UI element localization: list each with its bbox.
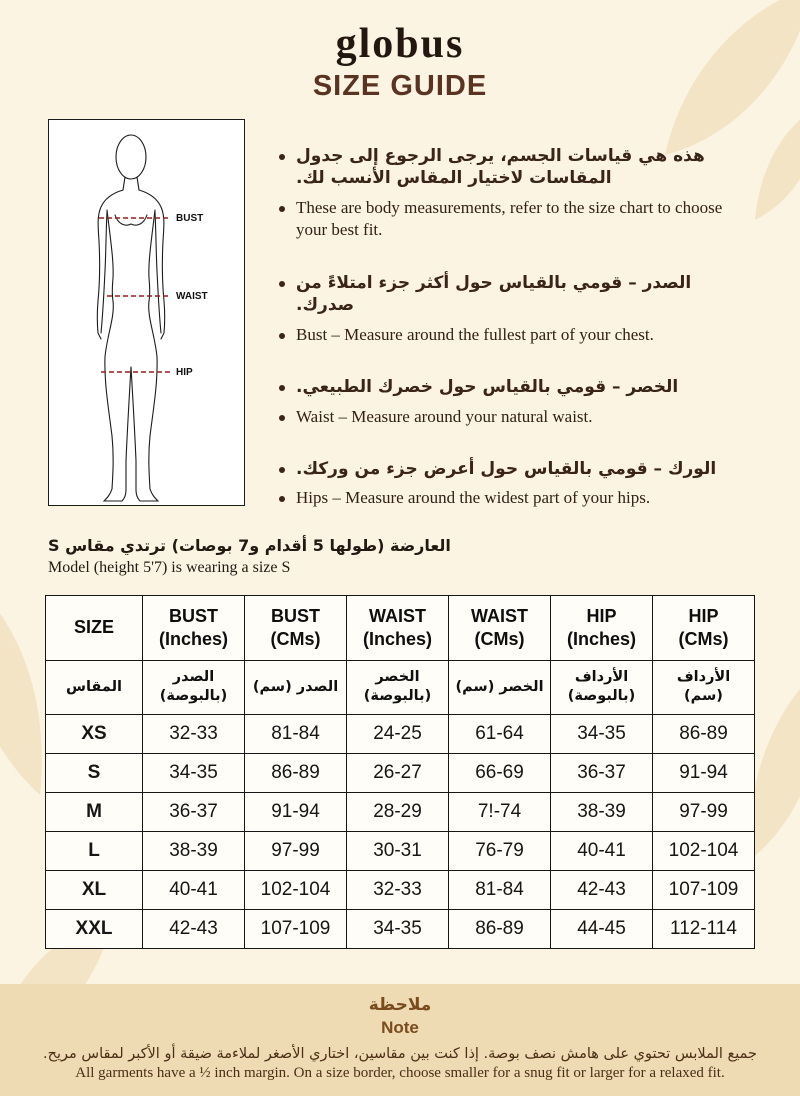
instruction-list (279, 119, 752, 510)
measurement-section (0, 119, 800, 510)
instruction-text-ar: الخصر – قومي بالقياس حول خصرك الطبيعي. (296, 377, 679, 398)
header-line: BUST (169, 605, 218, 626)
model-note (0, 536, 800, 577)
hip-inches-value: 42-43 (551, 871, 653, 910)
hip-label: HIP (176, 367, 193, 378)
column-header-hip-cms (653, 595, 755, 660)
bust-inches-value: 32-33 (143, 715, 245, 754)
bust-inches-value: 38-39 (143, 832, 245, 871)
model-note-en: Model (height 5'7) is wearing a size S (48, 558, 291, 576)
size-value: XS (46, 715, 143, 754)
list-item (279, 487, 752, 509)
bullet-icon (279, 415, 285, 421)
list-item (279, 324, 752, 346)
header-line: BUST (271, 605, 320, 626)
hip-cms-value: 112-114 (653, 910, 755, 949)
column-header-size-ar (46, 660, 143, 714)
body-outline (97, 135, 165, 501)
size-value: M (46, 793, 143, 832)
waist-cms-value: 86-89 (449, 910, 551, 949)
waist-cms-value: 81-84 (449, 871, 551, 910)
note-body-ar: جميع الملابس تحتوي على هامش نصف بوصة. إذا كنت بين مقاسين، اختاري الأصغر لملاءمة ضيقة أو الأكبر لمقاس مريح. (43, 1045, 757, 1062)
waist-inches-value: 32-33 (347, 871, 449, 910)
list-item (279, 376, 752, 398)
table-row (46, 715, 755, 754)
header-line: (بالبوصة) (363, 688, 432, 705)
instruction-text-ar: الورك – قومي بالقياس حول أعرض جزء من وركك. (296, 458, 717, 479)
header-line: WAIST (471, 605, 528, 626)
hip-cms-value: 97-99 (653, 793, 755, 832)
header-line: HIP (586, 605, 617, 626)
bullet-icon (279, 496, 285, 502)
list-item (279, 406, 752, 428)
column-header-bust-inches (143, 595, 245, 660)
table-row (46, 910, 755, 949)
note-title-en: Note (381, 1017, 419, 1037)
waist-cms-value: 7!-74 (449, 793, 551, 832)
header-line: (CMs) (474, 628, 525, 649)
header-line: HIP (688, 605, 719, 626)
bust-cms-value: 81-84 (245, 715, 347, 754)
waist-cms-value: 76-79 (449, 832, 551, 871)
bullet-icon (279, 154, 285, 160)
hip-inches-value: 40-41 (551, 832, 653, 871)
waist-cms-value: 61-64 (449, 715, 551, 754)
bust-inches-value: 42-43 (143, 910, 245, 949)
header-line: (Inches) (158, 628, 228, 649)
bullet-icon (279, 281, 285, 287)
hip-inches-value: 44-45 (551, 910, 653, 949)
instruction-group-general (279, 145, 752, 242)
size-chart-table (45, 595, 755, 949)
bullet-icon (279, 206, 285, 212)
hip-cms-value: 107-109 (653, 871, 755, 910)
header-line: الخصر (سم) (455, 678, 544, 695)
header-line: (CMs) (678, 628, 729, 649)
table-row (46, 793, 755, 832)
body-measurement-diagram (48, 119, 245, 506)
instruction-text-en: Waist – Measure around your natural waist. (296, 406, 593, 426)
size-value: XL (46, 871, 143, 910)
size-value: XXL (46, 910, 143, 949)
header-line: (CMs) (270, 628, 321, 649)
list-item (279, 458, 752, 480)
waist-inches-value: 26-27 (347, 754, 449, 793)
page-title: SIZE GUIDE (312, 70, 488, 102)
instruction-text-ar: هذه هي قياسات الجسم، يرجى الرجوع إلى جدول المقاسات لاختيار المقاس الأنسب لك. (296, 146, 705, 189)
instruction-group-hip (279, 458, 752, 510)
bust-cms-value: 107-109 (245, 910, 347, 949)
column-header-waist-inches-ar (347, 660, 449, 714)
waist-cms-value: 66-69 (449, 754, 551, 793)
header-line: SIZE (73, 617, 114, 638)
header-line: (Inches) (566, 628, 636, 649)
hip-cms-value: 102-104 (653, 832, 755, 871)
bust-inches-value: 34-35 (143, 754, 245, 793)
table-header-row-arabic (46, 660, 755, 714)
bust-cms-value: 102-104 (245, 871, 347, 910)
column-header-bust-cms (245, 595, 347, 660)
table-row (46, 871, 755, 910)
hip-inches-value: 38-39 (551, 793, 653, 832)
size-value: L (46, 832, 143, 871)
instruction-group-waist (279, 376, 752, 428)
hip-cms-value: 86-89 (653, 715, 755, 754)
list-item (279, 272, 752, 317)
table-header-row-english (46, 595, 755, 660)
bust-inches-value: 36-37 (143, 793, 245, 832)
bust-cms-value: 91-94 (245, 793, 347, 832)
list-item (279, 145, 752, 190)
header-line: (بالبوصة) (567, 688, 636, 705)
header-line: WAIST (369, 605, 426, 626)
hip-inches-value: 34-35 (551, 715, 653, 754)
column-header-bust-inches-ar (143, 660, 245, 714)
note-section (0, 984, 800, 1096)
waist-inches-value: 28-29 (347, 793, 449, 832)
bust-cms-value: 86-89 (245, 754, 347, 793)
header-line: الأرداف (سم) (676, 668, 731, 705)
note-body-en: All garments have a ½ inch margin. On a size border, choose smaller for a snug fit or larger for a relaxed fit. (75, 1064, 725, 1081)
instruction-text-en: Hips – Measure around the widest part of your hips. (296, 488, 651, 508)
column-header-waist-inches (347, 595, 449, 660)
bullet-icon (279, 385, 285, 391)
hip-inches-value: 36-37 (551, 754, 653, 793)
table-row (46, 832, 755, 871)
column-header-hip-inches (551, 595, 653, 660)
column-header-size (46, 595, 143, 660)
header-line: (Inches) (362, 628, 432, 649)
bust-cms-value: 97-99 (245, 832, 347, 871)
header-line: المقاس (65, 678, 123, 695)
header-line: (بالبوصة) (159, 688, 228, 705)
header-line: الصدر (سم) (252, 678, 339, 695)
waist-inches-value: 24-25 (347, 715, 449, 754)
model-note-ar: العارضة (طولها 5 أقدام و7 بوصات) ترتدي مقاس S (48, 535, 451, 555)
header-line: الصدر (172, 668, 215, 685)
measurement-lines (99, 218, 171, 372)
instruction-text-ar: الصدر – قومي بالقياس حول أكثر جزء امتلاءً من صدرك. (296, 272, 692, 316)
hip-cms-value: 91-94 (653, 754, 755, 793)
waist-inches-value: 34-35 (347, 910, 449, 949)
instruction-text-en: Bust – Measure around the fullest part of your chest. (296, 324, 654, 344)
brand-logo: globus (335, 21, 465, 67)
bust-inches-value: 40-41 (143, 871, 245, 910)
column-header-waist-cms-ar (449, 660, 551, 714)
header-line: الخصر (375, 668, 420, 685)
list-item (279, 197, 752, 242)
column-header-bust-cms-ar (245, 660, 347, 714)
column-header-hip-cms-ar (653, 660, 755, 714)
bullet-icon (279, 467, 285, 473)
bust-label: BUST (176, 213, 204, 224)
table-row (46, 754, 755, 793)
size-value: S (46, 754, 143, 793)
waist-label: WAIST (176, 291, 208, 302)
waist-inches-value: 30-31 (347, 832, 449, 871)
instruction-group-bust (279, 272, 752, 346)
instruction-text-en: These are body measurements, refer to the size chart to choose your best fit. (296, 197, 723, 240)
column-header-hip-inches-ar (551, 660, 653, 714)
note-title-ar: ملاحظة (368, 995, 432, 1015)
bullet-icon (279, 333, 285, 339)
header-line: الأرداف (574, 668, 629, 685)
column-header-waist-cms (449, 595, 551, 660)
